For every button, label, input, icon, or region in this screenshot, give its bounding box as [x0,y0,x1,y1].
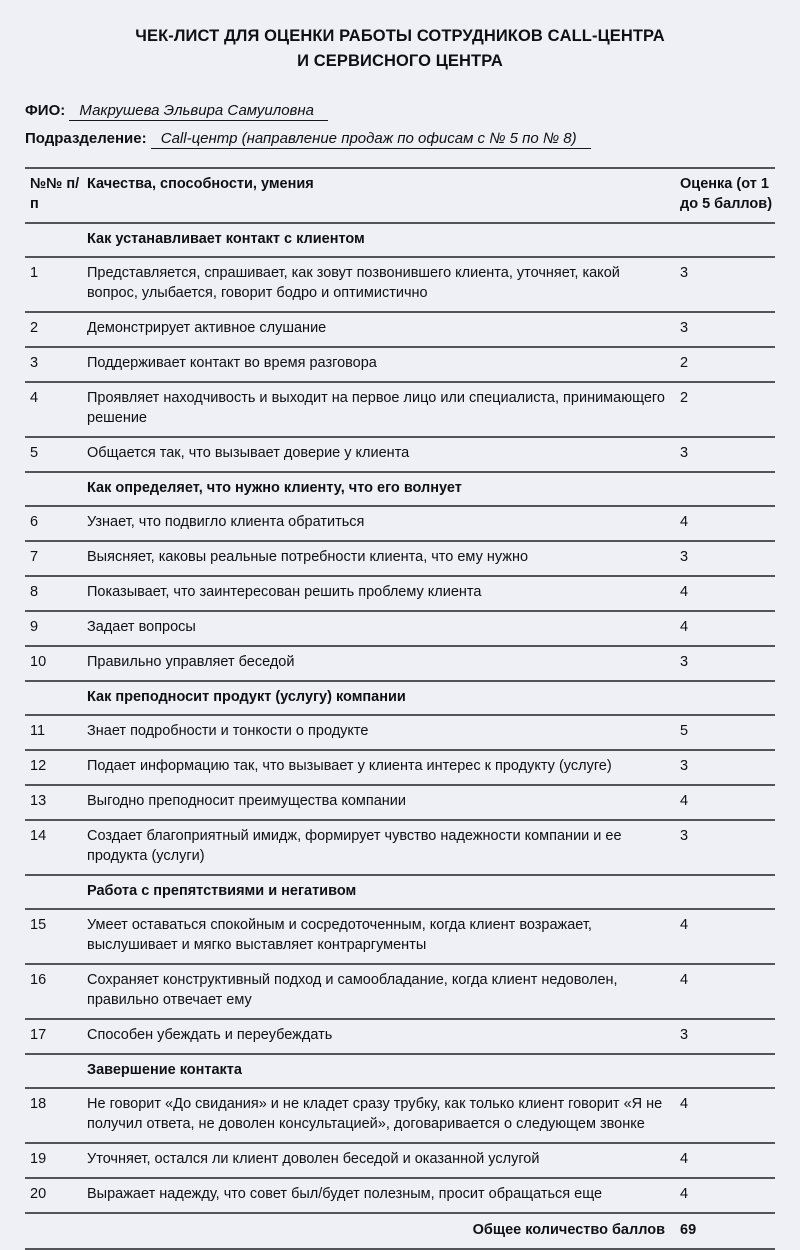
row-score [679,1060,775,1080]
table-row [25,575,775,610]
row-text: Демонстрирует активное слушание [87,320,327,336]
table-row [25,436,775,471]
row-score [679,881,775,901]
row-number: 6 [30,514,39,530]
table-row [25,1142,775,1177]
total-value: 69 [680,1222,697,1238]
row-score: 3 [680,320,689,336]
row-score: 3 [680,265,689,281]
row-text: Общается так, что вызывает доверие у клиента [87,445,410,461]
section-row [25,874,775,908]
section-title: Как определяет, что нужно клиенту, что его волнует [87,480,462,496]
total-num-spacer [25,1220,87,1240]
row-number: 3 [30,355,39,371]
row-score: 3 [680,654,689,670]
table-row [25,346,775,381]
table-row [25,749,775,784]
row-number [25,687,87,707]
table-row [25,1018,775,1053]
table-row [25,1177,775,1212]
department-value: Call-центр (направление продаж по офисам с № 5 по № 8) [151,130,591,149]
total-row [25,1212,775,1250]
row-score: 3 [680,445,689,461]
fio-row [25,100,775,122]
row-text: Не говорит «До свидания» и не кладет сразу трубку, как только клиент говорит «Я не получил ответа, не доволен консультацией», договаривается о следующем звонке [87,1096,663,1132]
row-score [679,229,775,249]
table-row [25,505,775,540]
row-text: Выгодно преподносит преимущества компании [87,793,406,809]
row-number: 12 [30,758,47,774]
table-row [25,645,775,680]
table-row [25,908,775,963]
row-score: 4 [680,1096,689,1112]
row-number: 9 [30,619,39,635]
page-title [25,24,775,74]
row-text: Показывает, что заинтересован решить проблему клиента [87,584,482,600]
fio-label: ФИО: [25,101,66,119]
section-title: Как устанавливает контакт с клиентом [87,231,365,247]
row-text: Подает информацию так, что вызывает у клиента интерес к продукту (услуге) [87,758,612,774]
row-number: 2 [30,320,39,336]
row-number: 18 [30,1096,47,1112]
row-number: 5 [30,445,39,461]
row-score: 4 [680,514,689,530]
department-label: Подразделение: [25,130,147,148]
header-num: №№ п/п [30,176,80,212]
table-header-row [25,167,775,222]
row-number: 15 [30,917,47,933]
table-row [25,256,775,311]
row-text: Уточняет, остался ли клиент доволен беседой и оказанной услугой [87,1151,540,1167]
row-score [679,478,775,498]
row-number: 8 [30,584,39,600]
table-row [25,819,775,874]
row-number [25,1060,87,1080]
row-score: 4 [680,1151,689,1167]
row-score: 2 [680,355,689,371]
row-text: Сохраняет конструктивный подход и самообладание, когда клиент недоволен, правильно отвечает ему [87,972,618,1008]
row-text: Создает благоприятный имидж, формирует чувство надежности компании и ее продукта (услуги) [87,828,622,864]
row-text: Проявляет находчивость и выходит на первое лицо или специалиста, принимающего решение [87,390,665,426]
section-title: Работа с препятствиями и негативом [87,883,357,899]
table-row [25,540,775,575]
row-text: Знает подробности и тонкости о продукте [87,723,369,739]
row-score: 4 [680,619,689,635]
table-row [25,1087,775,1142]
row-text: Задает вопросы [87,619,196,635]
section-row [25,222,775,256]
row-text: Правильно управляет беседой [87,654,295,670]
row-number [25,229,87,249]
row-number [25,881,87,901]
row-score: 3 [680,758,689,774]
row-text: Выражает надежду, что совет был/будет полезным, просит обращаться еще [87,1186,603,1202]
table-row [25,963,775,1018]
row-text: Способен убеждать и переубеждать [87,1027,333,1043]
row-number: 1 [30,265,39,281]
section-title: Завершение контакта [87,1062,242,1078]
row-text: Узнает, что подвигло клиента обратиться [87,514,365,530]
row-score: 3 [680,549,689,565]
row-number: 10 [30,654,47,670]
row-score: 4 [680,972,689,988]
row-score: 3 [680,828,689,844]
row-number: 14 [30,828,47,844]
row-number [25,478,87,498]
header-quality: Качества, способности, умения [87,176,314,192]
row-text: Представляется, спрашивает, как зовут позвонившего клиента, уточняет, какой вопрос, улыбается, говорит бодро и оптимистично [87,265,620,301]
page-title-line2: И СЕРВИСНОГО ЦЕНТРА [297,51,503,70]
employee-info [25,100,775,151]
page-title-line1: ЧЕК-ЛИСТ ДЛЯ ОЦЕНКИ РАБОТЫ СОТРУДНИКОВ CALL-ЦЕНТРА [135,27,665,45]
row-number: 17 [30,1027,47,1043]
table-row [25,381,775,436]
row-text: Выясняет, каковы реальные потребности клиента, что ему нужно [87,549,529,565]
fio-value: Макрушева Эльвира Самуиловна [69,102,328,121]
row-number: 20 [30,1186,47,1202]
row-number: 19 [30,1151,47,1167]
row-text: Умеет оставаться спокойным и сосредоточенным, когда клиент возражает, выслушивает и мягко выставляет контраргументы [87,917,592,953]
row-score: 2 [680,390,689,406]
row-number: 13 [30,793,47,809]
row-number: 16 [30,972,47,988]
section-row [25,471,775,505]
row-score: 4 [680,584,689,600]
row-score: 4 [680,793,689,809]
header-score: Оценка (от 1 до 5 баллов) [680,176,773,212]
section-row [25,680,775,714]
row-score: 5 [680,723,689,739]
table-row [25,714,775,749]
section-title: Как преподносит продукт (услугу) компании [87,689,406,705]
department-row [25,128,775,150]
row-score: 4 [680,1186,689,1202]
table-row [25,311,775,346]
row-score [679,687,775,707]
row-number: 4 [30,390,39,406]
row-score: 3 [680,1027,689,1043]
table-row [25,610,775,645]
total-label: Общее количество баллов [472,1222,665,1238]
row-text: Поддерживает контакт во время разговора [87,355,377,371]
row-score: 4 [680,917,689,933]
section-row [25,1053,775,1087]
table-row [25,784,775,819]
row-number: 11 [30,723,46,739]
row-number: 7 [30,549,39,565]
table-rows [25,222,775,1212]
checklist-table [25,167,775,1250]
